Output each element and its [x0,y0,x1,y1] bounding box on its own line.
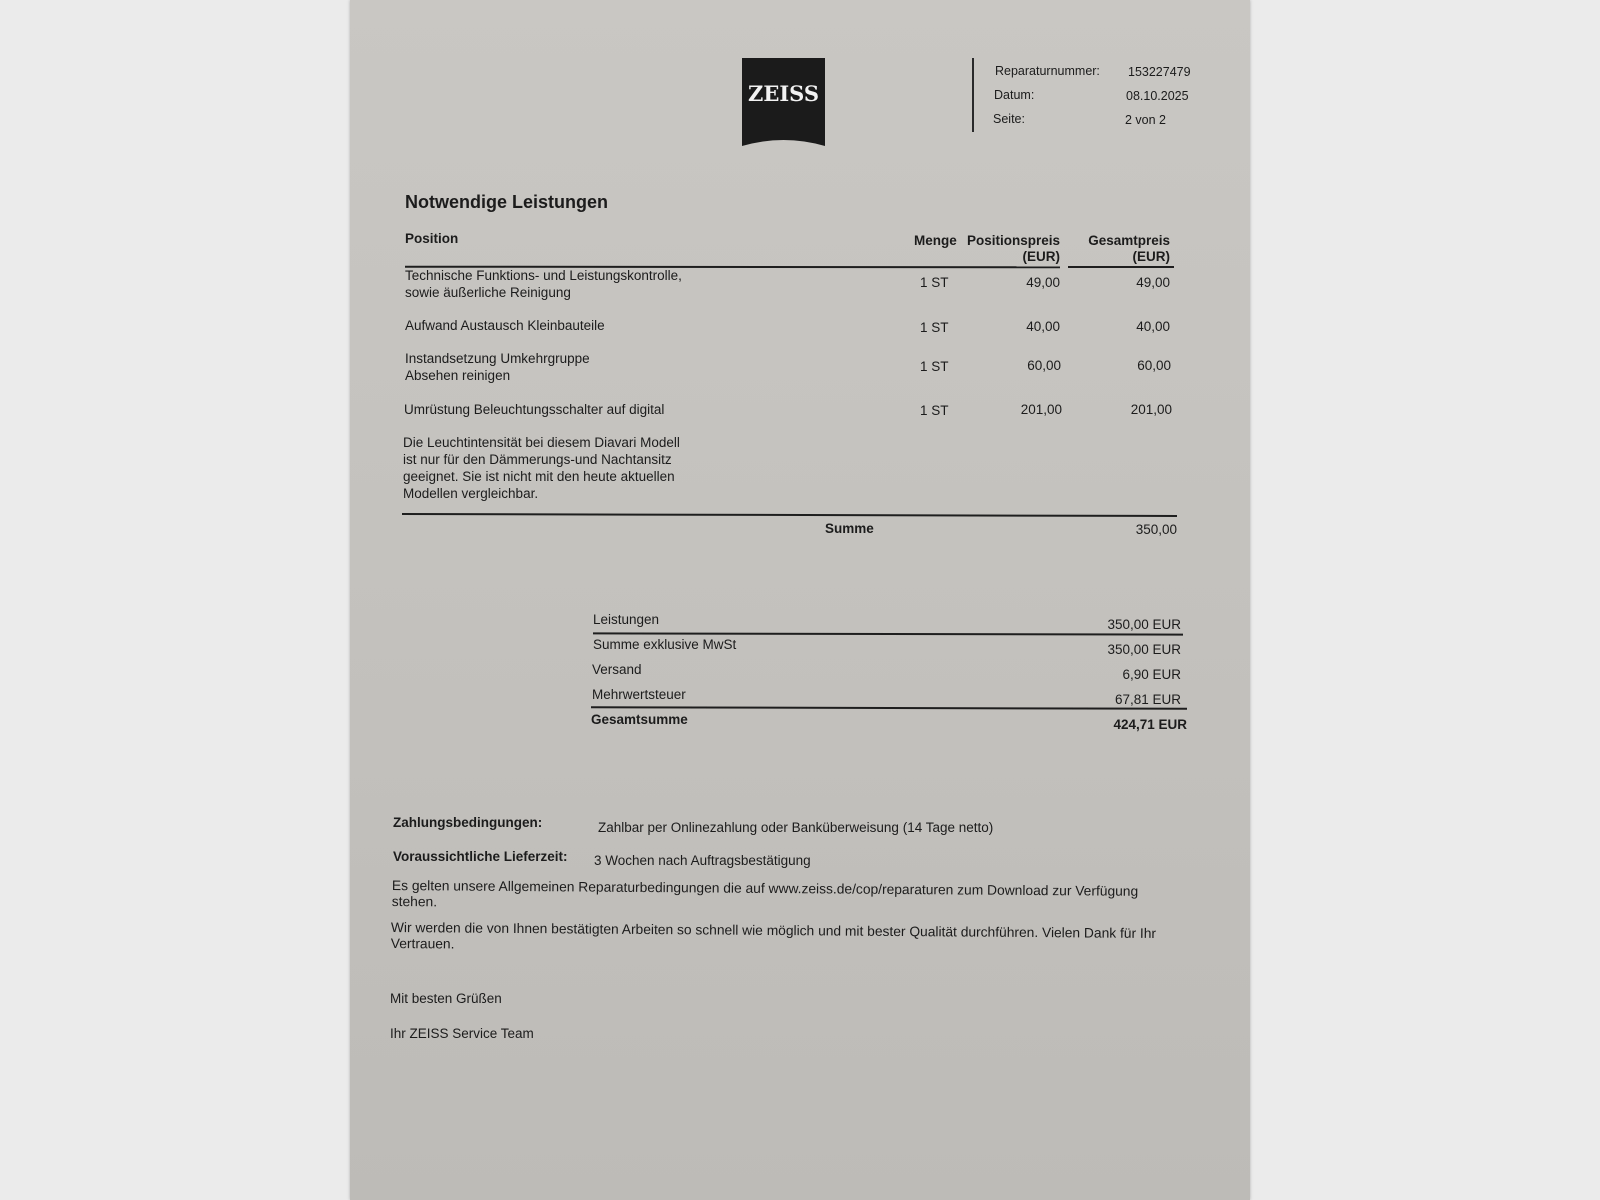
grand-total-value: 424,71 EUR [1113,717,1187,732]
table-row: Technische Funktions- und Leistungskontrolle, sowie äußerliche Reinigung [405,268,682,300]
date-label: Datum: [994,88,1035,102]
row-qty: 1 ST [920,275,949,290]
document-page [350,0,1250,1200]
row-total-price: 40,00 [1136,319,1170,334]
row-total-price: 49,00 [1136,275,1170,290]
excl-vat-label: Summe exklusive MwSt [593,637,737,652]
payment-terms-value: Zahlbar per Onlinezahlung oder Banküberweisung (14 Tage netto) [598,820,994,835]
repair-number-value: 153227479 [1128,65,1191,79]
page-value: 2 von 2 [1125,113,1167,127]
row-qty: 1 ST [920,320,949,335]
table-row: Instandsetzung Umkehrgruppe Absehen reinigen [405,351,590,383]
delivery-time-value: 3 Wochen nach Auftragsbestätigung [594,853,811,868]
header-position: Position [405,231,459,246]
services-label: Leistungen [593,612,660,627]
repair-conditions-text: Es gelten unsere Allgemeinen Reparaturbedingungen die auf www.zeiss.de/cop/reparaturen zum Download zur Verfügung stehen. [391,878,1139,910]
zeiss-logo [742,58,825,148]
row-unit-price: 49,00 [1026,275,1060,290]
sum-label: Summe [825,521,874,536]
shipping-label: Versand [592,662,642,677]
model-note: Die Leuchtintensität bei diesem Diavari Modell ist nur für den Dämmerungs-und Nachtansitz geeignet. Sie ist nicht mit den heute aktuellen Modellen vergleichbar. [403,435,680,501]
header-unit-price: Positionspreis (EUR) [966,233,1060,264]
row-unit-price: 40,00 [1026,319,1060,334]
sum-rule [402,513,1177,517]
row-qty: 1 ST [920,359,949,374]
sum-value: 350,00 [1135,522,1177,537]
logo-text: ZEISS [747,81,820,106]
vat-label: Mehrwertsteuer [592,687,686,702]
services-rule [593,632,1183,635]
services-value: 350,00 EUR [1107,617,1181,632]
grand-total-label: Gesamtsumme [591,712,688,727]
meta-divider [972,58,974,132]
vat-value: 67,81 EUR [1114,692,1181,707]
row-unit-price: 201,00 [1020,402,1062,417]
grand-total-rule [591,706,1187,709]
row-unit-price: 60,00 [1027,358,1061,373]
excl-vat-value: 350,00 EUR [1107,642,1181,657]
header-total-price: Gesamtpreis (EUR) [1088,233,1170,264]
delivery-time-label: Voraussichtliche Lieferzeit: [393,849,568,864]
page-label: Seite: [993,112,1025,126]
date-value: 08.10.2025 [1126,89,1189,103]
table-row: Aufwand Austausch Kleinbauteile [405,318,605,333]
row-total-price: 60,00 [1137,358,1171,373]
thanks-text: Wir werden die von Ihnen bestätigten Arbeiten so schnell wie möglich und mit bester Qualität durchführen. Vielen Dank für Ihr Vertrauen. [390,920,1157,952]
section-title: Notwendige Leistungen [405,192,609,212]
signature: Ihr ZEISS Service Team [390,1026,534,1041]
row-total-price: 201,00 [1130,402,1172,417]
greeting: Mit besten Grüßen [390,991,502,1006]
repair-number-label: Reparaturnummer: [995,64,1100,78]
table-row: Umrüstung Beleuchtungsschalter auf digital [404,402,665,417]
header-rule-right [1068,266,1174,268]
payment-terms-label: Zahlungsbedingungen: [393,815,543,830]
header-quantity: Menge [914,233,957,248]
shipping-value: 6,90 EUR [1122,667,1181,682]
row-qty: 1 ST [920,403,949,418]
